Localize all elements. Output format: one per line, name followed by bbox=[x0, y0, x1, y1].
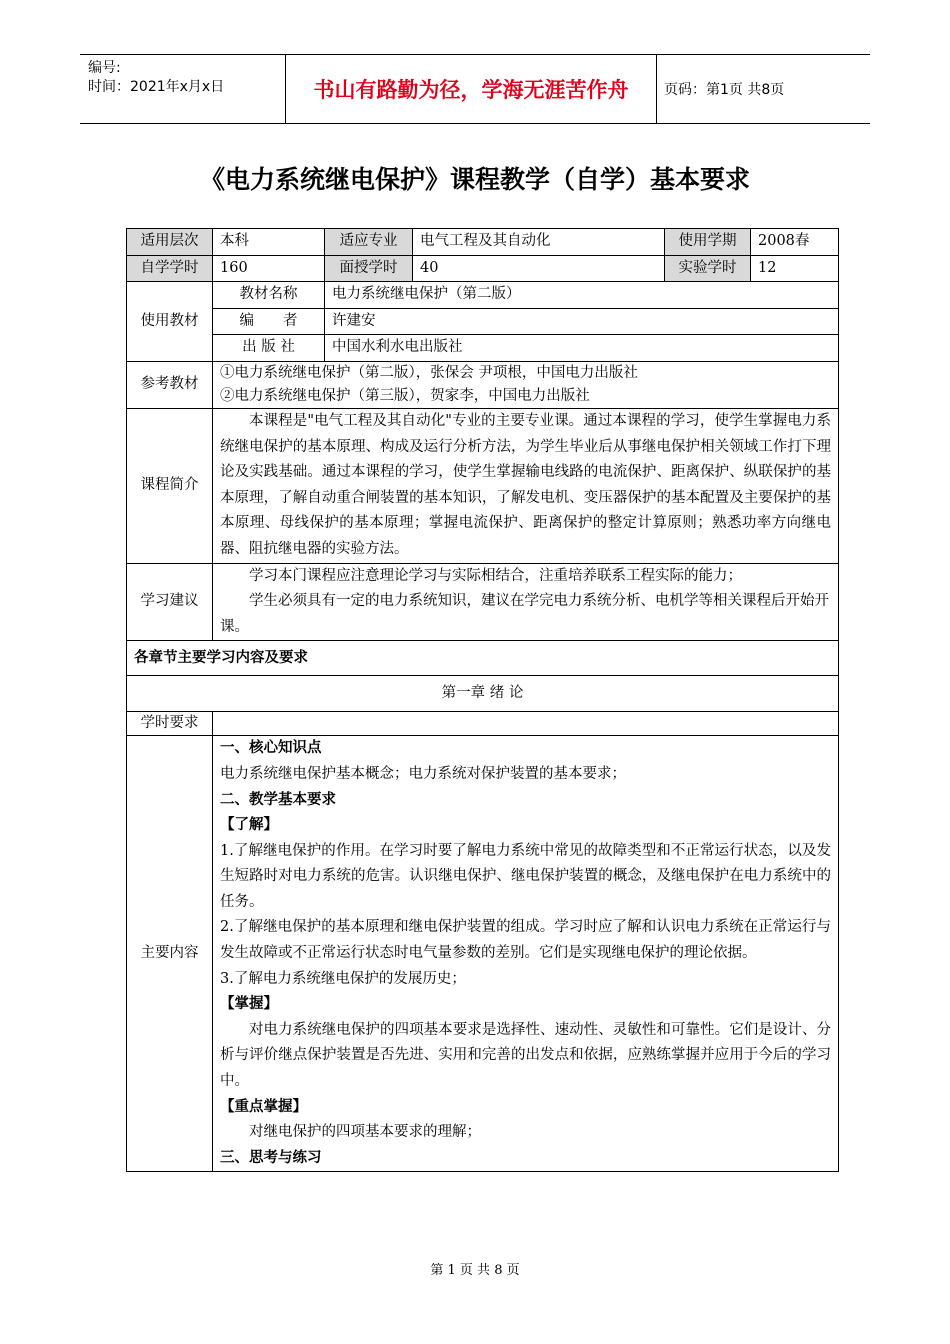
advice-p1: 学习本门课程应注意理论学习与实际相结合，注重培养联系工程实际的能力； bbox=[249, 567, 742, 584]
chapter-row bbox=[127, 676, 839, 712]
requirements-table bbox=[126, 228, 839, 1172]
textbook-editor: 许建安 bbox=[325, 308, 839, 335]
teaching-heading: 二、教学基本要求 bbox=[220, 791, 336, 808]
textbook-row-publisher bbox=[127, 335, 839, 362]
page-header bbox=[80, 54, 870, 124]
understand-item-1: 1.了解继电保护的作用。在学习时要了解电力系统中常见的故障类型和不正常运行状态，以及发生短路时对电力系统的危害。认识继电保护、继电保护装置的概念，及继电保护在电力系统中的任务。 bbox=[220, 842, 831, 910]
advice-label: 学习建议 bbox=[127, 563, 213, 641]
lab-hours-value: 12 bbox=[751, 255, 839, 282]
hours-row bbox=[127, 712, 839, 736]
understand-label: 【了解】 bbox=[220, 817, 278, 834]
info-row-2 bbox=[127, 255, 839, 282]
advice-text bbox=[213, 563, 839, 641]
content-row bbox=[127, 736, 839, 1172]
textbook-publisher-label: 出 版 社 bbox=[213, 335, 325, 362]
lecture-hours-value: 40 bbox=[413, 255, 665, 282]
chapter-title: 第一章 绪 论 bbox=[127, 676, 839, 712]
header-meta bbox=[88, 59, 224, 97]
textbook-name: 电力系统继电保护（第二版） bbox=[325, 282, 839, 309]
understand-item-3: 3.了解电力系统继电保护的发展历史； bbox=[220, 970, 466, 987]
master-text: 对电力系统继电保护的四项基本要求是选择性、速动性、灵敏性和可靠性。它们是设计、分析与评价继点保护装置是否先进、实用和完善的出发点和依据，应熟练掌握并应用于今后的学习中。 bbox=[220, 1021, 831, 1090]
textbook-editor-label: 编 者 bbox=[213, 308, 325, 335]
textbook-name-label: 教材名称 bbox=[213, 282, 325, 309]
key-label: 【重点掌握】 bbox=[220, 1098, 307, 1115]
references-row bbox=[127, 361, 839, 408]
intro-text: 本课程是"电气工程及其自动化"专业的主要专业课。通过本课程的学习，使学生掌握电力系统继电保护的基本原理、构成及运行分析方法，为学生毕业后从事继电保护相关领域工作打下理论及实践基础。通过本课程的学习，使学生掌握输电线路的电流保护、距离保护、纵联保护的基本原理，了解自动重合闸装置的基本知识，了解发电机、变压器保护的基本配置及主要保护的基本原理、母线保护的基本原理；掌握电流保护、距离保护的整定计算原则；熟悉功率方向继电器、阻抗继电器的实验方法。 bbox=[213, 408, 839, 563]
content-label: 主要内容 bbox=[127, 736, 213, 1172]
hours-value bbox=[213, 712, 839, 736]
intro-row bbox=[127, 408, 839, 563]
document-title: 《电力系统继电保护》课程教学（自学）基本要求 bbox=[199, 165, 750, 194]
content-body bbox=[213, 736, 839, 1172]
textbook-row-editor bbox=[127, 308, 839, 335]
term-label: 使用学期 bbox=[665, 229, 751, 256]
major-value: 电气工程及其自动化 bbox=[413, 229, 665, 256]
references-label: 参考教材 bbox=[127, 361, 213, 408]
core-text: 电力系统继电保护基本概念；电力系统对保护装置的基本要求； bbox=[220, 765, 626, 782]
self-hours-label: 自学学时 bbox=[127, 255, 213, 282]
intro-label: 课程简介 bbox=[127, 408, 213, 563]
major-label: 适应专业 bbox=[325, 229, 413, 256]
core-heading: 一、核心知识点 bbox=[220, 740, 322, 757]
understand-item-2: 2.了解继电保护的基本原理和继电保护装置的组成。学习时应了解和认识电力系统在正常运行与发生故障或不正常运行状态时电气量参数的差别。它们是实现继电保护的理论依据。 bbox=[220, 919, 831, 962]
reference-item: ①电力系统继电保护（第二版），张保会 尹项根，中国电力出版社 bbox=[220, 364, 638, 381]
textbook-row-name bbox=[127, 282, 839, 309]
reference-item: ②电力系统继电保护（第三版），贺家李，中国电力出版社 bbox=[220, 387, 590, 404]
number-label: 编号: bbox=[88, 60, 121, 76]
header-page-info: 页码：第1页 共8页 bbox=[664, 82, 785, 98]
key-text: 对继电保护的四项基本要求的理解； bbox=[249, 1124, 481, 1141]
level-value: 本科 bbox=[213, 229, 325, 256]
term-value: 2008春 bbox=[751, 229, 839, 256]
level-label: 适用层次 bbox=[127, 229, 213, 256]
page-footer: 第 1 页 共 8 页 bbox=[430, 1263, 520, 1278]
master-label: 【掌握】 bbox=[220, 996, 278, 1013]
hours-label: 学时要求 bbox=[127, 712, 213, 736]
info-row-1 bbox=[127, 229, 839, 256]
time-label: 时间：2021年x月x日 bbox=[88, 79, 225, 95]
advice-p2: 学生必须具有一定的电力系统知识，建议在学完电力系统分析、电机学等相关课程后开始开课。 bbox=[220, 593, 829, 635]
textbook-label: 使用教材 bbox=[127, 282, 213, 362]
lecture-hours-label: 面授学时 bbox=[325, 255, 413, 282]
references-list bbox=[213, 361, 839, 408]
section-heading-row bbox=[127, 641, 839, 676]
lab-hours-label: 实验学时 bbox=[665, 255, 751, 282]
header-motto: 书山有路勤为径，学海无涯苦作舟 bbox=[285, 55, 657, 123]
section-heading: 各章节主要学习内容及要求 bbox=[127, 641, 839, 676]
self-hours-value: 160 bbox=[213, 255, 325, 282]
exercise-heading: 三、思考与练习 bbox=[220, 1149, 322, 1166]
textbook-publisher: 中国水利水电出版社 bbox=[325, 335, 839, 362]
advice-row bbox=[127, 563, 839, 641]
